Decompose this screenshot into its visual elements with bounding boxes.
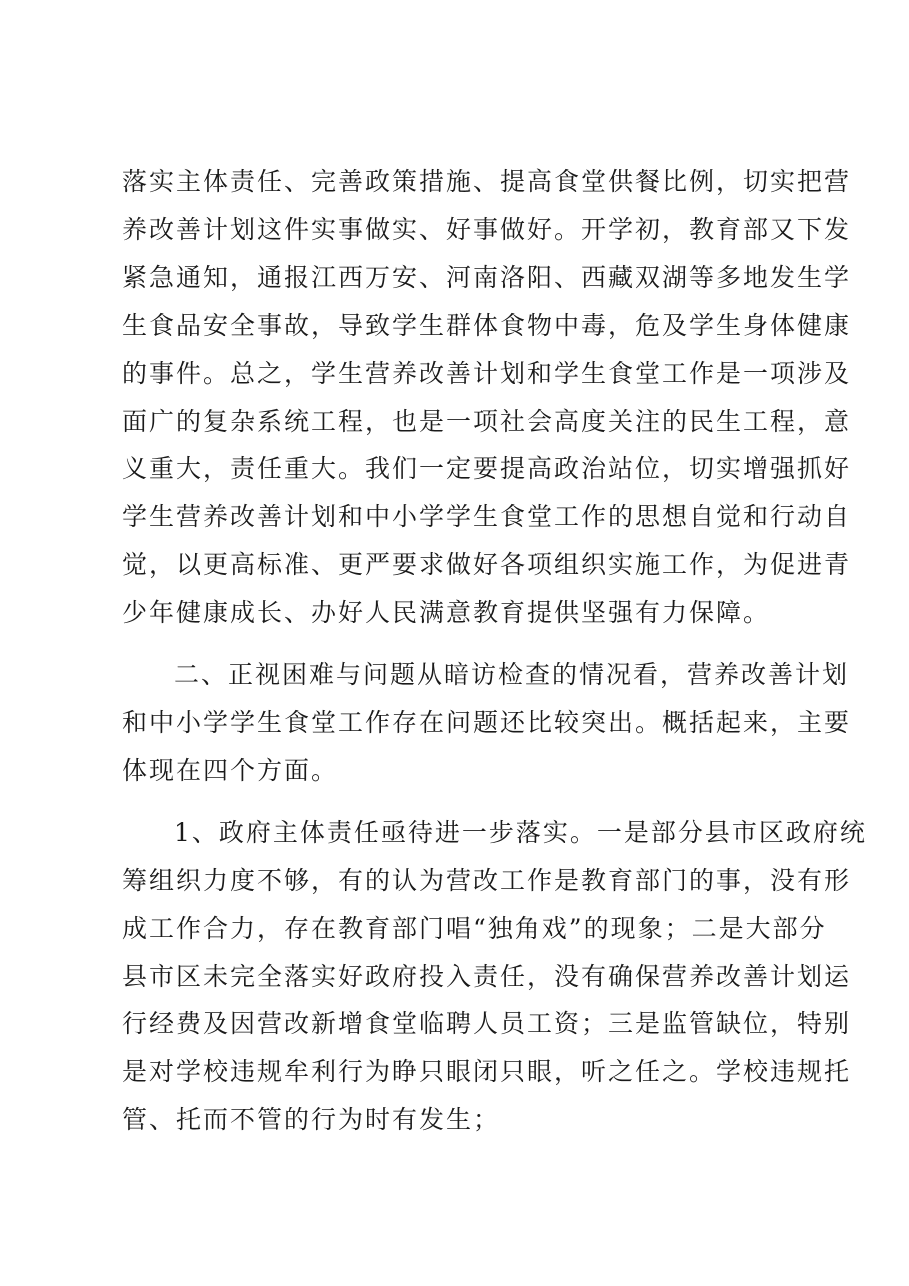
text-line: 体现在四个方面。 xyxy=(122,755,339,785)
paragraph-1 xyxy=(122,158,852,637)
text-line: 筹组织力度不够，有的认为营改工作是教育部门的事，没有形 xyxy=(122,865,852,895)
text-line: 学生营养改善计划和中小学学生食堂工作的思想自觉和行动自 xyxy=(122,502,852,532)
text-line: 行经费及因营改新增食堂临聘人员工资；三是监管缺位，特别 xyxy=(122,1009,852,1039)
text-line: 县市区未完全落实好政府投入责任，没有确保营养改善计划运 xyxy=(122,961,852,991)
text-line: 和中小学学生食堂工作存在问题还比较突出。概括起来，主要 xyxy=(122,707,852,737)
text-line: 生食品安全事故，导致学生群体食物中毒，危及学生身体健康 xyxy=(122,310,852,340)
text-line: 的事件。总之，学生营养改善计划和学生食堂工作是一项涉及 xyxy=(122,358,852,388)
text-line: 落实主体责任、完善政策措施、提高食堂供餐比例，切实把营 xyxy=(122,167,852,196)
text-line: 养改善计划这件实事做实、好事做好。开学初，教育部又下发 xyxy=(122,214,852,244)
text-line: 面广的复杂系统工程，也是一项社会高度关注的民生工程，意 xyxy=(122,406,852,436)
text-line: 少年健康成长、办好人民满意教育提供坚强有力保障。 xyxy=(122,598,771,628)
paragraph-2 xyxy=(122,651,852,795)
text-line: 是对学校违规牟利行为睁只眼闭只眼，听之任之。学校违规托 xyxy=(122,1057,852,1087)
paragraph-spacer xyxy=(122,637,794,651)
text-line: 义重大，责任重大。我们一定要提高政治站位，切实增强抓好 xyxy=(122,454,852,484)
text-line: 管、托而不管的行为时有发生； xyxy=(122,1105,501,1135)
text-line: 觉，以更高标准、更严要求做好各项组织实施工作，为促进青 xyxy=(122,550,852,580)
text-line: 二、正视困难与问题从暗访检查的情况看，营养改善计划 xyxy=(174,660,850,690)
text-line: 成工作合力，存在教育部门唱“独角戏”的现象；二是大部分 xyxy=(122,913,827,943)
paragraph-spacer xyxy=(122,795,794,809)
paragraph-3 xyxy=(122,809,867,1144)
text-line: 1、政府主体责任亟待进一步落实。一是部分县市区政府统 xyxy=(174,817,867,847)
document-body xyxy=(122,158,867,1144)
text-line: 紧急通知，通报江西万安、河南洛阳、西藏双湖等多地发生学 xyxy=(122,262,852,292)
